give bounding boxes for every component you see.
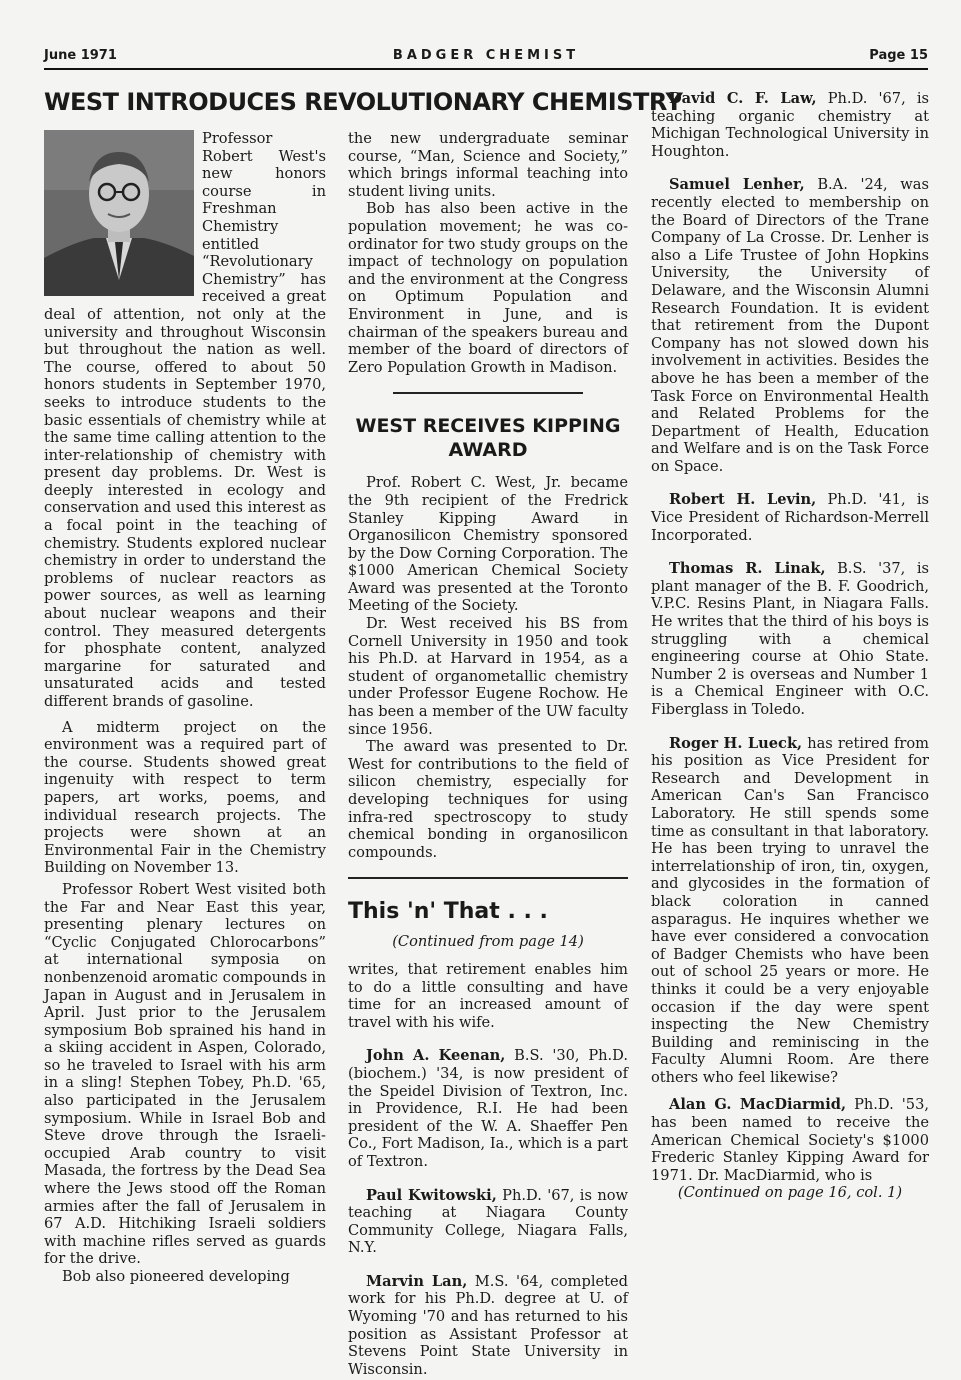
alumni-text: Ph.D. '67, is teaching organic chemistry at Michigan Technological University in Houghton. [651, 90, 929, 160]
alumni-name: David C. F. Law, [669, 90, 817, 107]
alumni-text: has retired from his position as Vice President for Research and Development in American Can's San Francisco Laboratory. He still spends some time as consultant in that laboratory. He has been trying to unravel the interrelationship of iron, tin, oxygen, and glycosides in the formation of black coloration in canned asparagus. He inquires whether we have ever considered a convocation of Badger Chemists who have been out of school 25 years or more. He thinks it could be a very enjoyable occasion if the day were spent inspecting the New Chemistry Building and reminiscing in the Faculty Alumni Room. Are there others who feel likewise? [651, 734, 929, 1086]
this-n-that-headline: This 'n' That . . . [348, 899, 548, 925]
publication-name: BADGER CHEMIST [392, 48, 580, 63]
article1-paragraph-5: the new undergraduate seminar course, “Man, Science and Society,” which brings informal teaching into student living units. [348, 130, 628, 200]
article1-paragraph-1: Professor Robert West's new honors course in Freshman Chemistry entitled “Revolutionary Chemistry” has received a great deal of attention, not only at the university and throughout Wisconsin but throughout the nation as well. The course, offered to about 50 honors students in September 1970, seeks to introduce students to the basic essentials of chemistry while at the same time calling attention to the inter-relationship of chemistry with present day problems. Dr. West is deeply interested in ecology and conservation and used this interest as a focal point in the teaching of chemistry. Students explored nuclear chemistry in order to understand the problems of nuclear reactors as power sources, as well as learning about nuclear weapons and their control. They measured detergents for phosphate content, analyzed margarine for saturated and unsaturated acids and tested different brands of gasoline. [44, 130, 326, 710]
kipping-headline: WEST RECEIVES KIPPING AWARD [355, 415, 621, 462]
article1-paragraph-2: A midterm project on the environment was a required part of the course. Students showed great ingenuity with respect to term papers, art works, poems, and individual research projects. The projects were shown at an Environmental Fair in the Chemistry Building on November 13. [44, 718, 326, 877]
portrait-photo [44, 130, 194, 296]
article1-paragraph-4: Bob also pioneered developing [62, 1268, 290, 1285]
alumni-name: Marvin Lan, [366, 1272, 468, 1290]
column-2 [348, 130, 628, 1378]
alumni-name: Robert H. Levin, [669, 491, 817, 509]
column-3 [651, 90, 929, 1202]
continued-from-note: (Continued from page 14) [392, 933, 584, 951]
column-1 [44, 130, 326, 1286]
alumni-entry [651, 1096, 929, 1184]
alumni-name: John A. Keenan, [366, 1047, 506, 1065]
alumni-text: Ph.D. '41, is Vice President of Richardson-Merrell Incorporated. [651, 491, 929, 544]
alumni-text: B.S. '30, Ph.D. (biochem.) '34, is now president of the Speidel Division of Textron, Inc. in Providence, R.I. He had been president of the W. A. Shaeffer Pen Co., Fort Madison, Ia., which is a part of Textron. [348, 1047, 628, 1170]
alumni-name: Paul Kwitowski, [366, 1186, 497, 1204]
alumni-entry [348, 1187, 628, 1257]
alumni-text: M.S. '64, completed work for his Ph.D. degree at U. of Wyoming '70 and has returned to his position as Assistant Professor at Stevens Point State University in Wisconsin. [348, 1272, 628, 1378]
alumni-text: Ph.D. '67, is now teaching at Niagara County Community College, Niagara Falls, N.Y. [348, 1186, 628, 1257]
section-divider [348, 877, 628, 879]
alumni-name: Samuel Lenher, [669, 176, 805, 194]
main-headline: WEST INTRODUCES REVOLUTIONARY CHEMISTRY [44, 88, 683, 116]
alumni-name: Roger H. Lueck, [669, 734, 803, 752]
alumni-entry [651, 90, 929, 160]
section-divider [393, 392, 583, 394]
header-rule [44, 68, 928, 70]
issue-date: June 1971 [44, 48, 117, 63]
alumni-entry [651, 176, 929, 475]
this-n-that-intro: writes, that retirement enables him to do a little consulting and have time for an increased amount of travel with his wife. [348, 960, 628, 1031]
alumni-name: Alan G. MacDiarmid, [669, 1096, 847, 1114]
article2-paragraph-1: Prof. Robert C. West, Jr. became the 9th recipient of the Fredrick Stanley Kipping Award in Organosilicon Chemistry sponsored by the Dow Corning Corporation. The $1000 American Chemical Society Award was presented at the Toronto Meeting of the Society. [348, 474, 628, 615]
alumni-text: B.A. '24, was recently elected to membership on the Board of Directors of the Trane Company of La Crosse. Dr. Lenher is also a Life Trustee of John Hopkins University, the University of Delaware, and the Wisconsin Alumni Research Foundation. It is evident that retirement from the Dupont Company has not slowed down his involvement in activities. Besides the above he has been a member of the Task Force on Environmental Health and Related Problems for the Department of Health, Education and Welfare and is on the Task Force on Space. [651, 176, 929, 475]
alumni-entry [651, 491, 929, 544]
article1-paragraph-3: Professor Robert West visited both the Far and Near East this year, presenting plenary lectures on “Cyclic Conjugated Chlorocarbons” at international symposia on nonbenzenoid aromatic compounds in Japan in August and in Jerusalem in April. Just prior to the Jerusalem symposium Bob sprained his hand in a skiing accident in Aspen, Colorado, so he traveled to Israel with his arm in a sling! Stephen Tobey, Ph.D. '65, also participated in the Jerusalem symposium. While in Israel Bob and Steve drove through the Israeli-occupied Arab country to visit Masada, the fortress by the Dead Sea where the Jews stood off the Roman armies after the fall of Jerusalem in 67 A.D. Hitchiking Israeli soldiers with machine rifles served as guards for the drive. [44, 880, 326, 1268]
alumni-entry [348, 1047, 628, 1170]
article2-paragraph-3: The award was presented to Dr. West for contributions to the field of silicon chemistry, especially for developing techniques for using infra-red spectroscopy to study chemical bonding in organosilicon compounds. [348, 738, 628, 861]
continued-on-note: (Continued on page 16, col. 1) [677, 1184, 903, 1202]
alumni-entry [348, 1273, 628, 1379]
page-header [44, 48, 928, 68]
alumni-text: Ph.D. '53, has been named to receive the American Chemical Society's $1000 Frederic Stanley Kipping Award for 1971. Dr. MacDiarmid, who is [651, 1096, 929, 1184]
alumni-name: Thomas R. Linak, [669, 560, 826, 578]
article2-paragraph-2: Dr. West received his BS from Cornell University in 1950 and took his Ph.D. at Harvard in 1954, as a student of organometallic chemistry under Professor Eugene Rochow. He has been a member of the UW faculty since 1956. [348, 615, 628, 738]
page-number: Page 15 [869, 48, 928, 63]
alumni-text: B.S. '37, is plant manager of the B. F. Goodrich, V.P.C. Resins Plant, in Niagara Falls. He writes that the third of his boys is struggling with a chemical engineering course at Ohio State. Number 2 is overseas and Number 1 is a Chemical Engineer with O.C. Fiberglass in Toledo. [651, 560, 929, 718]
alumni-entry [651, 735, 929, 1087]
article1-paragraph-6: Bob has also been active in the population movement; he was co-ordinator for two study groups on the impact of technology on population and the environment at the Congress on Optimum Population and Environment in June, and is chairman of the speakers bureau and member of the board of directors of Zero Population Growth in Madison. [348, 200, 628, 376]
alumni-entry [651, 560, 929, 718]
